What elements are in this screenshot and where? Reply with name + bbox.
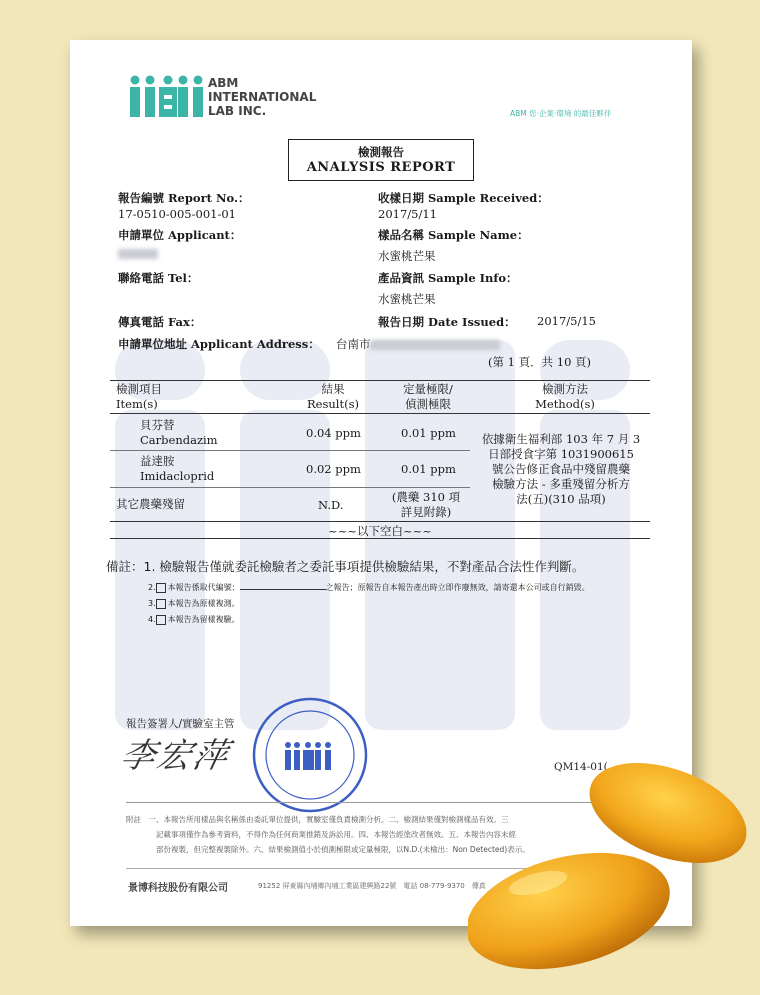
issued-value: 2017/5/15 [537, 314, 596, 328]
issued-label: 報告日期 Date Issued： [378, 315, 516, 329]
table-cell-limit: 0.01 ppm [401, 462, 456, 476]
tel-label: 聯絡電話 Tel： [118, 271, 199, 285]
table-row: 其它農藥殘留 [116, 497, 185, 511]
table-top-rule [110, 380, 650, 381]
sample-name-label: 樣品名稱 Sample Name： [378, 228, 529, 242]
address-redacted [370, 340, 500, 350]
footer-company: 景博科技股份有限公司 [128, 883, 228, 894]
mango-image [468, 755, 760, 995]
col-result-header: 結果 Result(s) [307, 382, 359, 411]
table-row: 益達胺 Imidacloprid [140, 454, 215, 483]
note-2: 2. 本報告係取代編號： 之報告；原報告自本報告產出時立即作廢無效，請寄還本公司或自行銷毀。 [148, 583, 590, 592]
footer-address: 91252 屏東縣內埔鄉內埔工業區建興路22號 電話 08-779-9370 傳真 [258, 882, 486, 890]
table-cell-limit: (農藥 310 項 詳見附錄) [391, 490, 461, 519]
sample-info-value: 水蜜桃芒果 [378, 292, 436, 306]
sample-info-label: 產品資訊 Sample Info： [378, 271, 518, 285]
table-row: 貝芬替 Carbendazim [140, 418, 218, 447]
report-title: 檢測報告 ANALYSIS REPORT [288, 139, 474, 181]
checkbox-replace[interactable] [156, 583, 166, 593]
footer-notes: 附註 一、本報告所用樣品與名稱係由委託單位提供，實驗室僅負責檢測分析。二、檢測結果僅對檢測樣品有效。三 記載事項僅作為參考資料，不得作為任何商業推銷及訴訟用。四、本報告經塗改者無效。五、本報告內容未經 部份複製，但完整複製除外。六、結果檢測值小於偵測極限或定量極限，以N.D.(未檢出：Non Detected)表示。 [126, 815, 530, 854]
company-seal-icon [250, 695, 370, 819]
table-header-rule [110, 413, 650, 414]
address-value: 台南市 [336, 337, 371, 351]
sample-name-value: 水蜜桃芒果 [378, 249, 436, 263]
col-limit-header: 定量極限/ 偵測極限 [403, 382, 453, 411]
row-rule [110, 487, 470, 488]
checkbox-retest[interactable] [156, 599, 166, 609]
table-end-rule [110, 538, 650, 539]
table-cell-method: 依據衛生福利部 103 年 7 月 3 日部授食字第 1031900615 號公告修正食品中殘留農藥 檢驗方法 - 多重殘留分析方 法(五)(310 品項) [481, 432, 641, 506]
end-mark: ~~~以下空白~~~ [328, 524, 432, 538]
company-name: ABM INTERNATIONAL LAB INC. [208, 76, 317, 118]
note-1: 備註：1. 檢驗報告僅就委託檢驗者之委託事項提供檢驗結果，不對產品合法性作判斷。 [106, 559, 585, 574]
report-no-label: 報告編號 Report No.： [118, 191, 250, 205]
page-info: (第 1 頁．共 10 頁) [488, 355, 592, 369]
note-3: 3. 本報告為原樣複測。 [148, 599, 240, 608]
table-cell-limit: 0.01 ppm [401, 426, 456, 440]
table-bottom-rule [110, 521, 650, 522]
signature-label: 報告簽署人/實驗室主管 [126, 718, 235, 730]
signature-handwriting: 李宏萍 [117, 736, 234, 776]
abm-logo-icon [128, 75, 204, 121]
checkbox-reserve[interactable] [156, 615, 166, 625]
applicant-redacted [118, 249, 158, 259]
address-label: 申請單位地址 Applicant Address： [118, 337, 320, 351]
row-rule [110, 450, 470, 451]
table-cell-result: N.D. [318, 498, 344, 512]
form-code: QM14-01( [554, 761, 608, 773]
fax-label: 傳真電話 Fax： [118, 315, 202, 329]
slogan: ABM 您‧企業‧環境 的最佳夥伴 [510, 109, 612, 118]
note-4: 4. 本報告為留樣複驗。 [148, 615, 240, 624]
received-label: 收樣日期 Sample Received： [378, 191, 549, 205]
col-item-header: 檢測項目 Item(s) [116, 382, 162, 411]
received-value: 2017/5/11 [378, 207, 437, 221]
applicant-label: 申請單位 Applicant： [118, 228, 242, 242]
table-cell-result: 0.02 ppm [306, 462, 361, 476]
col-method-header: 檢測方法 Method(s) [535, 382, 595, 411]
report-no-value: 17-0510-005-001-01 [118, 207, 236, 221]
table-cell-result: 0.04 ppm [306, 426, 361, 440]
